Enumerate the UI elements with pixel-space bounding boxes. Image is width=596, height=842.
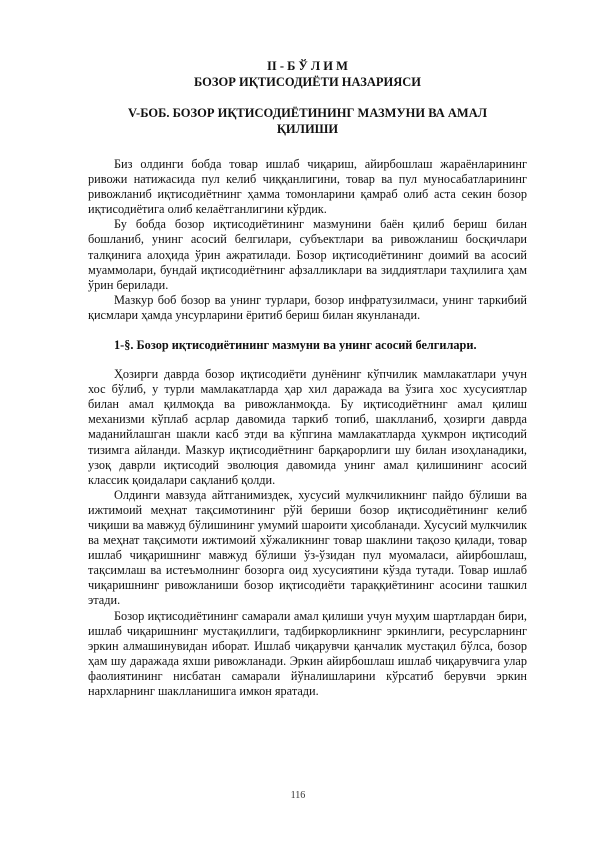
section-text (88, 367, 527, 699)
intro-paragraph-3: Мазкур боб бозор ва унинг турлари, бозор инфратузилмаси, унинг таркибий қисмлари ҳамда унсурларини ёритиб бериш билан якунланади. (88, 292, 527, 322)
intro-paragraph-1: Биз олдинги бобда товар ишлаб чиқариш, айирбошлаш жараёнларининг ривожи натижасида пул келиб чиққанлигини, товар ва пул муносабатларининг ривожланиб иқтисодиётнинг ҳамма томонларини қамраб олиб аста секин бозор иқтисодиётига олиб келаётганлигини кўрдик. (88, 157, 527, 217)
part-title: БОЗОР ИҚТИСОДИЁТИ НАЗАРИЯСИ (193, 75, 421, 89)
section-paragraph-2: Олдинги мавзуда айтганимиздек, хусусий мулкчиликнинг пайдо бўлиши ва ижтимоий меҳнат тақсимотининг рўй бериши бозор иқтисодиётининг келиб чиқиши ва мавжуд бўлишининг умумий шароити ҳисобланади. Хусусий мулкчилик ва меҳнат тақсимоти ижтимоий хўжаликнинг товар шаклини тақозо қилади, товар ишлаб чиқаришнинг мавжуд бўлиши ўз-ўзидан пул муомаласи, айирбошлаш, тақсимлаш ва истеъмолнинг бозорга оид хусусиятини кўзда тутади. Товар ишлаб чиқаришнинг ривожланиши бозор иқтисодиёти тараққиётининг асосини ташкил этади. (88, 487, 527, 608)
intro-text (88, 157, 527, 323)
page-content (88, 58, 527, 699)
section-paragraph-3: Бозор иқтисодиётининг самарали амал қилиши учун муҳим шартлардан бири, ишлаб чиқаришнинг мустақиллиги, тадбиркорликнинг эркинлиги, ресурсларнинг эркин алмашинувидан иборат. Ишлаб чиқарувчи қанчалик мустақил бўлса, бозор ҳам шу даражада яхши ривожланади. Эркин айирбошлаш ишлаб чиқарувчига улар фаолиятининг нисбатан самарали йўналишларини кўрсатиб берувчи эркин нархларнинг шаклланишига имкон яратади. (88, 608, 527, 698)
chapter-title: V-БОБ. БОЗОР ИҚТИСОДИЁТИНИНГ МАЗМУНИ ВА АМАЛ ҚИЛИШИ (127, 106, 488, 136)
page-number: 116 (290, 790, 306, 801)
section-paragraph-1: Ҳозирги даврда бозор иқтисодиёти дунёнинг кўпчилик мамлакатлари учун хос бўлиб, у турли мамлакатларда ҳар хил даражада ва ўзига хос хусусиятлар билан амал қилмоқда ва ривожланмоқда. Бу иқтисодиётнинг амал қилиш механизми кўплаб асрлар давомида таркиб топиб, шаклланиб, ҳозирги даврда маданийлашган шакли касб этди ва кўпгина мамлакатларда ҳукмрон иқтисодий тизимга айланди. Мазкур иқтисодиётнинг барқарорлиги шу билан изоҳланадики, узоқ даврли иқтисодий эволюция давомида унинг амал қилишининг асосий классик қоидалари сақланиб қолди. (88, 367, 527, 487)
part-heading: II - Б Ў Л И М (267, 59, 348, 73)
section-title: 1-§. Бозор иқтисодиётининг мазмуни ва унинг асосий белгилари. (114, 338, 477, 353)
intro-paragraph-2: Бу бобда бозор иқтисодиётининг мазмунини баён қилиб бериш билан бошланиб, унинг асосий белгилари, субъектлари ва ривожланиш босқичлари талқинига алоҳида ўрин ажратилади. Бозор иқтисодиётининг доимий ва асосий муаммолари, бундай иқтисодиётнинг афзалликлари ва зиддиятлари таҳлилига ҳам ўрин берилади. (88, 217, 527, 292)
